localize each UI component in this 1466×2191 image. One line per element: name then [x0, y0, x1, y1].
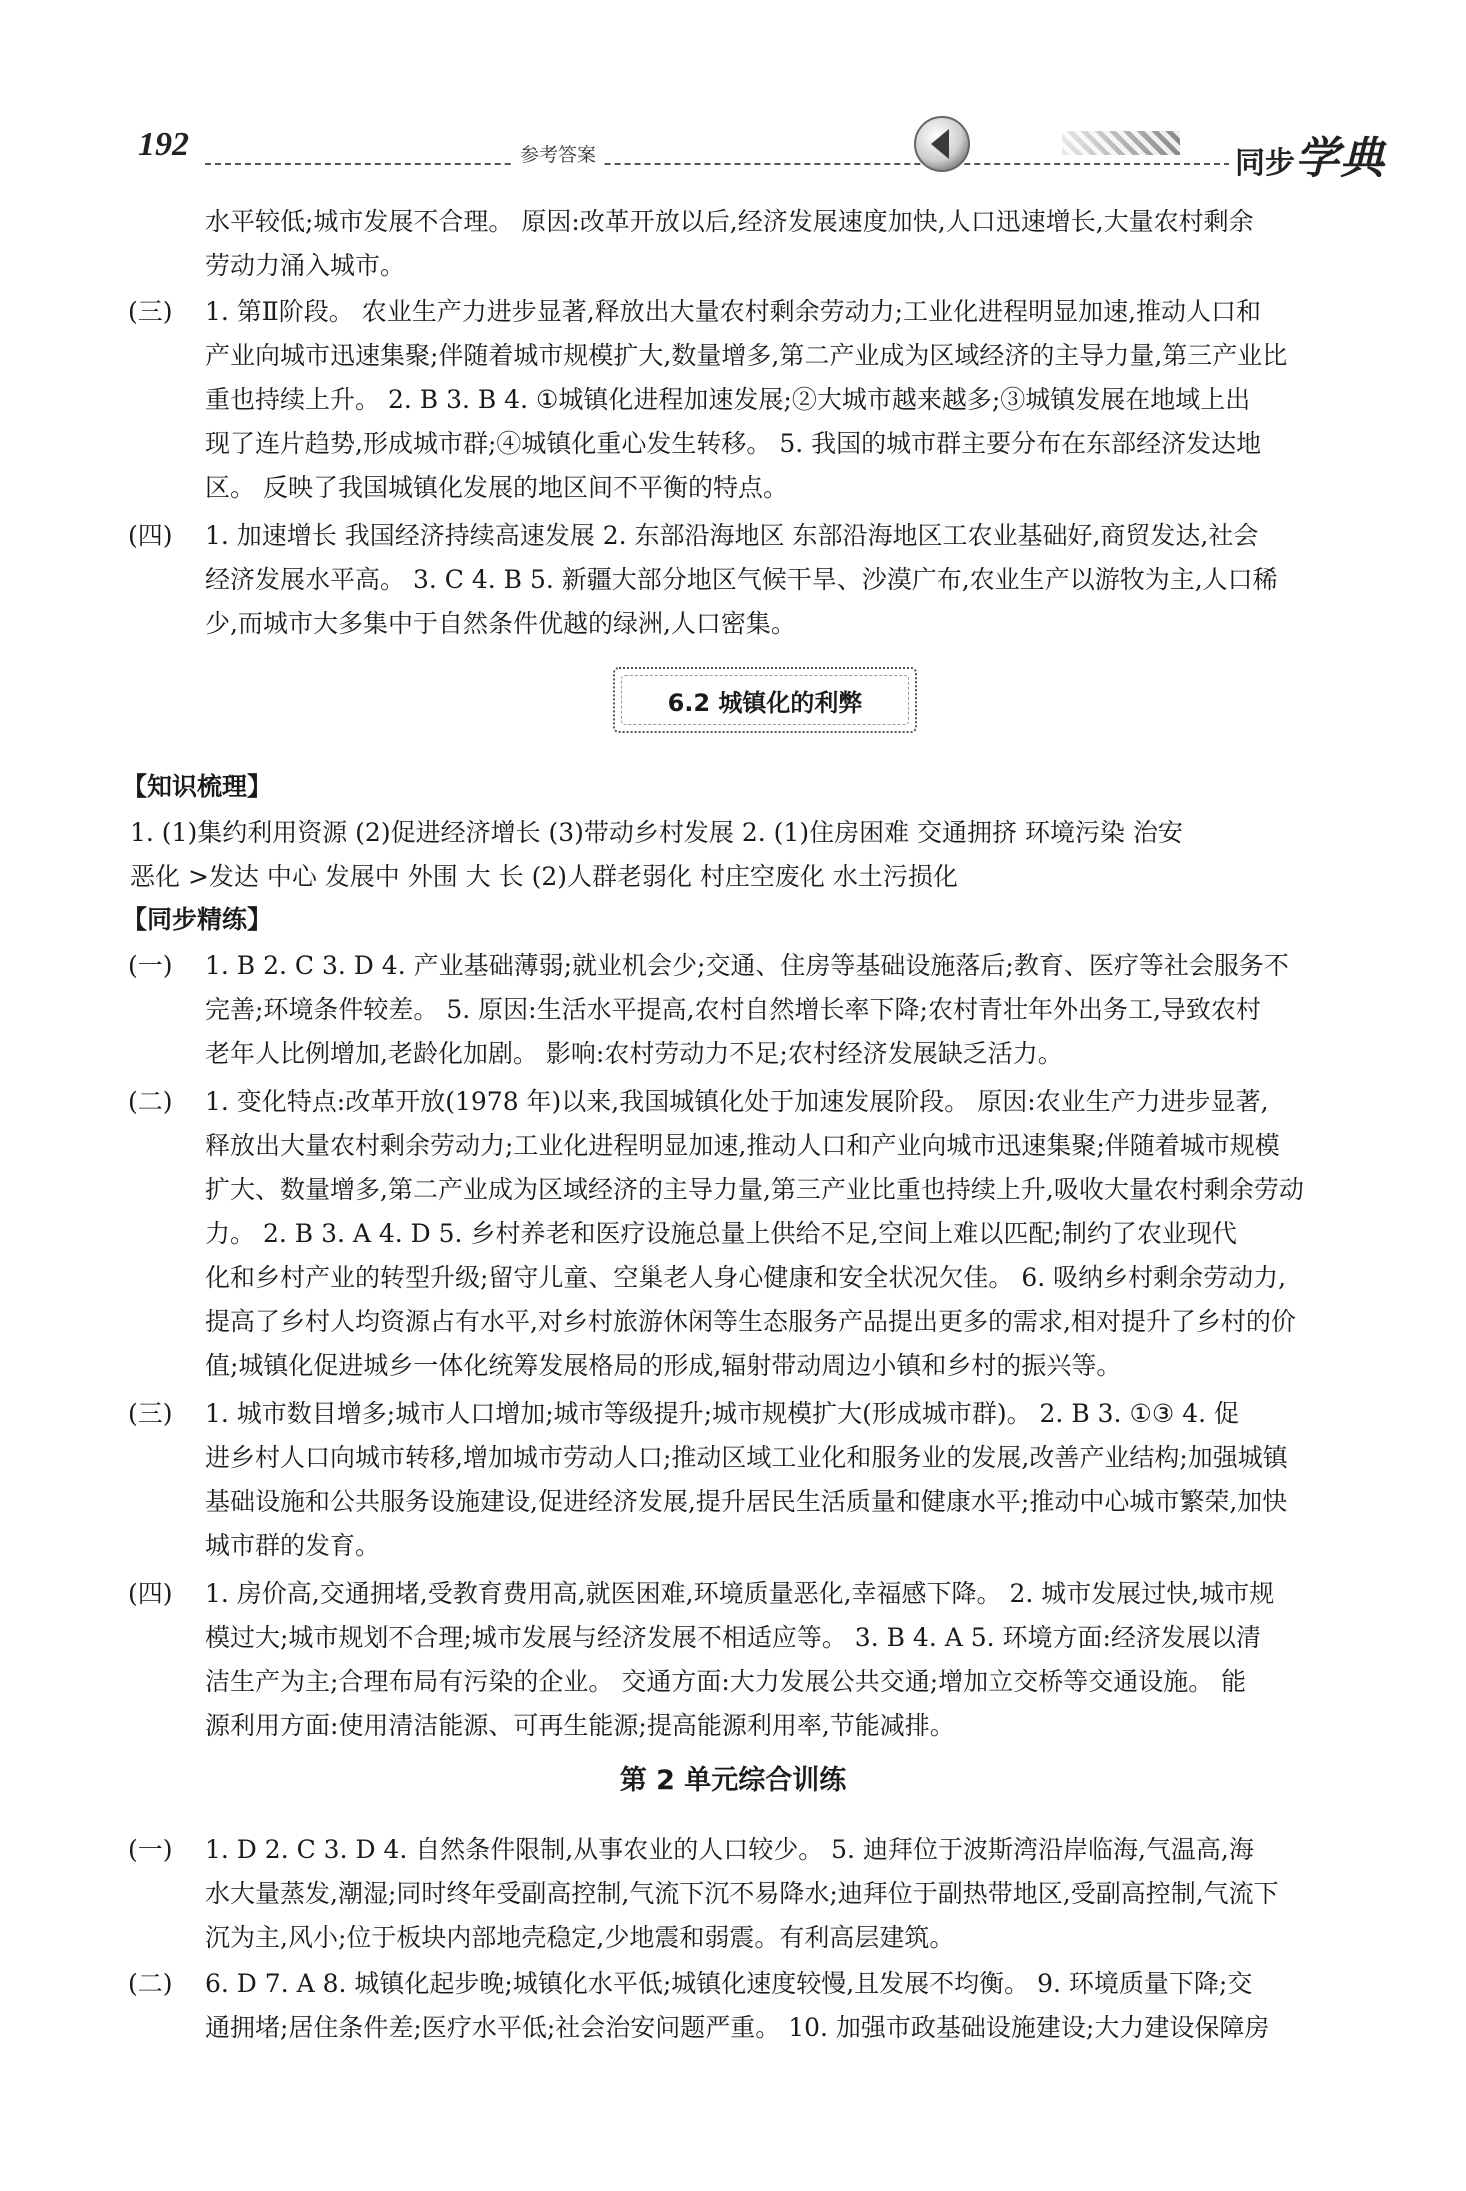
text-line: 水大量蒸发,潮湿;同时终年受副高控制,气流下沉不易降水;迪拜位于副热带地区,受副高控制,气流下 [205, 1879, 1279, 1908]
brand-small: 同步 [1235, 146, 1295, 181]
page-number: 192 [138, 126, 189, 163]
section-marker: (二) [128, 1087, 173, 1116]
text-line: 恶化 >发达 中心 发展中 外围 大 长 (2)人群老弱化 村庄空废化 水土污损化 [130, 862, 958, 891]
section-marker: (四) [128, 521, 173, 550]
unit-title: 第 2 单元综合训练 [619, 1765, 847, 1796]
text-line: 模过大;城市规划不合理;城市发展与经济发展不相适应等。 3. B 4. A 5. 环境方面:经济发展以清 [205, 1623, 1261, 1652]
text-line: 1. 城市数目增多;城市人口增加;城市等级提升;城市规模扩大(形成城市群)。 2. B 3. ①③ 4. 促 [205, 1399, 1240, 1428]
text-line: 1. D 2. C 3. D 4. 自然条件限制,从事农业的人口较少。 5. 迪拜位于波斯湾沿岸临海,气温高,海 [205, 1835, 1254, 1864]
brand-large: 学典 [1295, 133, 1385, 184]
text-line: 1. B 2. C 3. D 4. 产业基础薄弱;就业机会少;交通、住房等基础设施落后;教育、医疗等社会服务不 [205, 951, 1289, 980]
text-line: 洁生产为主;合理布局有污染的企业。 交通方面:大力发展公共交通;增加立交桥等交通设施。 能 [205, 1667, 1247, 1696]
section-marker: (一) [128, 951, 173, 980]
checker-pattern [1062, 131, 1180, 155]
text-line: 1. 房价高,交通拥堵,受教育费用高,就医困难,环境质量恶化,幸福感下降。 2. 城市发展过快,城市规 [205, 1579, 1275, 1608]
back-arrow-icon [913, 115, 971, 173]
section-marker: (三) [128, 1399, 173, 1428]
text-line: 水平较低;城市发展不合理。 原因:改革开放以后,经济发展速度加快,人口迅速增长,大量农村剩余 [205, 207, 1254, 236]
text-line: 1. 第Ⅱ阶段。 农业生产力进步显著,释放出大量农村剩余劳动力;工业化进程明显加速,推动人口和 [205, 297, 1262, 326]
section-marker: (四) [128, 1579, 173, 1608]
text-line: 现了连片趋势,形成城市群;④城镇化重心发生转移。 5. 我国的城市群主要分布在东部经济发达地 [205, 429, 1262, 458]
practice-heading: 【同步精练】 [122, 905, 273, 934]
text-line: 重也持续上升。 2. B 3. B 4. ①城镇化进程加速发展;②大城市越来越多;③城镇发展在地域上出 [205, 385, 1251, 414]
text-line: 劳动力涌入城市。 [205, 251, 406, 280]
text-line: 沉为主,风小;位于板块内部地壳稳定,少地震和弱震。有利高层建筑。 [205, 1923, 955, 1952]
text-line: 1. 变化特点:改革开放(1978 年)以来,我国城镇化处于加速发展阶段。 原因:农业生产力进步显著, [205, 1087, 1269, 1116]
text-line: 提高了乡村人均资源占有水平,对乡村旅游休闲等生态服务产品提出更多的需求,相对提升了乡村的价 [205, 1307, 1296, 1336]
text-line: 值;城镇化促进城乡一体化统筹发展格局的形成,辐射带动周边小镇和乡村的振兴等。 [205, 1351, 1122, 1380]
text-line: 进乡村人口向城市转移,增加城市劳动人口;推动区域工业化和服务业的发展,改善产业结构;加强城镇 [205, 1443, 1288, 1472]
text-line: 释放出大量农村剩余劳动力;工业化进程明显加速,推动人口和产业向城市迅速集聚;伴随着城市规模 [205, 1131, 1280, 1160]
text-line: 6. D 7. A 8. 城镇化起步晚;城镇化水平低;城镇化速度较慢,且发展不均衡。 9. 环境质量下降;交 [205, 1969, 1253, 1998]
brand-logo [1229, 122, 1385, 186]
page-header [0, 0, 1466, 200]
header-divider [205, 163, 1230, 165]
text-line: 少,而城市大多集中于自然条件优越的绿洲,人口密集。 [205, 609, 796, 638]
text-line: 通拥堵;居住条件差;医疗水平低;社会治安问题严重。 10. 加强市政基础设施建设;大力建设保障房 [205, 2013, 1270, 2042]
section-marker: (二) [128, 1969, 173, 1998]
text-line: 老年人比例增加,老龄化加剧。 影响:农村劳动力不足;农村经济发展缺乏活力。 [205, 1039, 1063, 1068]
text-line: 1. 加速增长 我国经济持续高速发展 2. 东部沿海地区 东部沿海地区工农业基础好,商贸发达,社会 [205, 521, 1259, 550]
text-line: 基础设施和公共服务设施建设,促进经济发展,提升居民生活质量和健康水平;推动中心城市繁荣,加快 [205, 1487, 1288, 1516]
text-line: 城市群的发育。 [205, 1531, 381, 1560]
text-line: 1. (1)集约利用资源 (2)促进经济增长 (3)带动乡村发展 2. (1)住房困难 交通拥挤 环境污染 治安 [130, 818, 1183, 847]
text-line: 源利用方面:使用清洁能源、可再生能源;提高能源利用率,节能减排。 [205, 1711, 955, 1740]
text-line: 扩大、数量增多,第二产业成为区域经济的主导力量,第三产业比重也持续上升,吸收大量农村剩余劳动 [205, 1175, 1304, 1204]
text-line: 区。 反映了我国城镇化发展的地区间不平衡的特点。 [205, 473, 788, 502]
knowledge-heading: 【知识梳理】 [122, 772, 273, 801]
text-line: 经济发展水平高。 3. C 4. B 5. 新疆大部分地区气候干旱、沙漠广布,农业生产以游牧为主,人口稀 [205, 565, 1278, 594]
text-line: 完善;环境条件较差。 5. 原因:生活水平提高,农村自然增长率下降;农村青壮年外出务工,导致农村 [205, 995, 1261, 1024]
section-title: 6.2 城镇化的利弊 [613, 667, 917, 733]
text-line: 化和乡村产业的转型升级;留守儿童、空巢老人身心健康和安全状况欠佳。 6. 吸纳乡村剩余劳动力, [205, 1263, 1287, 1292]
header-label: 参考答案 [514, 140, 602, 167]
section-marker: (三) [128, 297, 173, 326]
text-line: 力。 2. B 3. A 4. D 5. 乡村养老和医疗设施总量上供给不足,空间上难以匹配;制约了农业现代 [205, 1219, 1237, 1248]
section-marker: (一) [128, 1835, 173, 1864]
text-line: 产业向城市迅速集聚;伴随着城市规模扩大,数量增多,第二产业成为区域经济的主导力量,第三产业比 [205, 341, 1288, 370]
